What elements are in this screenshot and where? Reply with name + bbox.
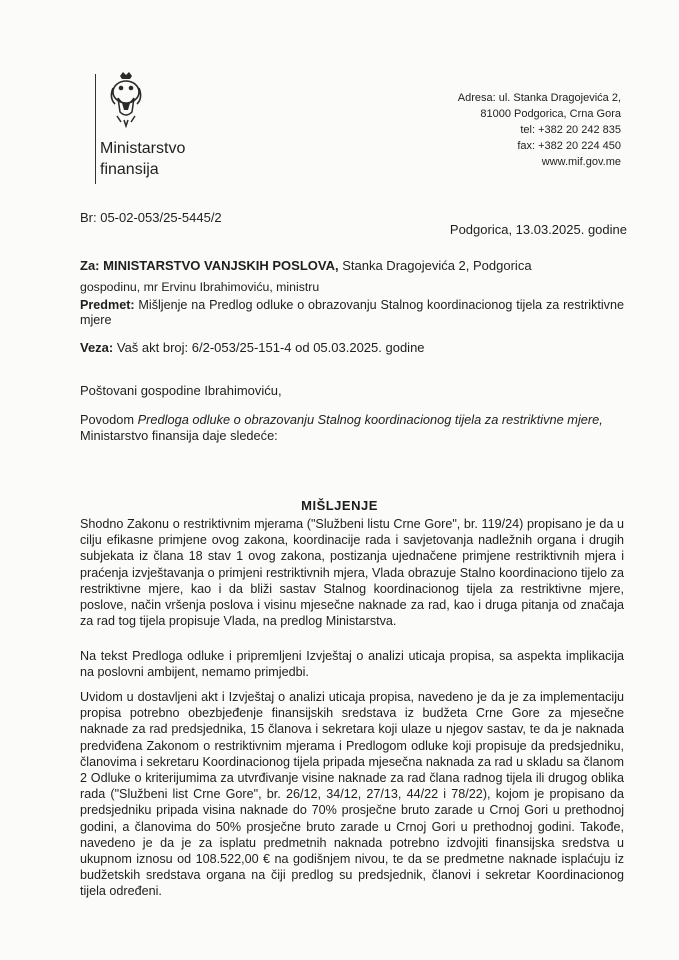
paragraph-3: Uvidom u dostavljeni akt i Izvještaj o analizi uticaja propisa, navedeno je da je za implementaciju propisa potrebno obezbjeđenje finansijskih sredstava iz budžeta Crne Gore za mjesečne naknade za rad predsjednika, 15 članova i sekretara koji ulaze u njegov sastav, te da je naknada predviđena Zakonom o restriktivnim mjerama i Predlogom odluke koji propisuje da predsjedniku, članovima i sekretaru Koordinacionog tijela pripada mjesečna naknada za rad u skladu sa članom 2 Odluke o kriterijumima za utvrđivanje visine naknade za rad člana radnog tijela ili drugog oblika rada ("Službeni list Crne Gore", br. 26/12, 34/12, 27/13, 44/22 i 78/22), kojom je propisano da predsjedniku pripada visina naknade do 70% prosječne bruto zarade u Crnoj Gori u prethodnoj godini, a članovima do 50% prosječne bruto zarade u Crnoj Gori u prethodnoj godini. Takođe, navedeno je da je za isplatu predmetnih naknada potrebno izdvojiti finansijska sredstva u ukupnom iznosu od 108.522,00 € na godišnjem nivou, te da se predmetne naknade isplaćuju iz budžetskih sredstava organa na čiji predlog su predsjednik, članovi i sekretar Koordinacionog tijela određeni. [80,690,624,899]
salutation: Poštovani gospodine Ibrahimoviću, [80,383,282,398]
address-city: 81000 Podgorica, Crna Gora [480,108,621,120]
reference-text: Vaš akt broj: 6/2-053/25-151-4 od 05.03.2025. godine [116,340,425,355]
intro-paragraph [80,412,628,444]
intro-italic: Predloga odluke o obrazovanju Stalnog koordinacionog tijela za restriktivne mjere, [137,412,603,427]
address-fax: fax: +382 20 224 450 [517,140,621,152]
subject-text: Mišljenje na Predlog odluke o obrazovanju Stalnog koordinacionog tijela za restriktivne mjere [80,298,624,327]
place-date: Podgorica, 13.03.2025. godine [449,222,627,237]
address-web: www.mif.gov.me [541,156,621,168]
recipient-line [80,258,640,274]
reference-number: Br: 05-02-053/25-5445/2 [80,210,222,225]
recipient-name: MINISTARSTVO VANJSKIH POSLOVA, [103,258,339,273]
intro-before: Povodom [80,412,135,427]
paragraph-1: Shodno Zakonu o restriktivnim mjerama ("Službeni listu Crne Gore", br. 119/24) propisano je da u cilju efikasne primjene ovog zakona, koordinacije rada i savjetovanja nadležnih organa i drugih subjekata iz člana 18 stav 1 ovog zakona, postizanja ujednačene primjene restriktivnih mjera i praćenja izvještavanja o primjeni restriktivnih mjera, Vlada obrazuje Stalno koordinaciono tijelo za restriktivne mjere, kao i da bliži sastav Stalnog koordinacionog tijela za restriktivne mjere, poslove, način vršenja poslova i visinu mjesečne naknade za rad, kao i druga pitanja od značaja za rad tog tijela propisuje Vlada, na predlog Ministarstva. [80,517,624,629]
intro-after: Ministarstvo finansija daje sledeće: [80,428,278,443]
ministry-line-2: finansija [100,161,159,178]
reference-line [80,340,425,356]
recipient-person: gospodinu, mr Ervinu Ibrahimoviću, ministru [80,280,320,294]
paragraph-2: Na tekst Predloga odluke i pripremljeni Izvještaj o analizi uticaja propisa, sa aspekta implikacija na poslovni ambijent, nemamo primjedbi. [80,649,624,680]
subject [80,298,624,328]
coat-of-arms-icon [107,70,145,128]
address-block [458,90,621,170]
subject-label: Predmet: [80,298,135,312]
address-tel: tel: +382 20 242 835 [520,124,621,136]
recipient-address: Stanka Dragojevića 2, Podgorica [342,258,532,273]
ministry-name [100,138,185,180]
reference-label: Veza: [80,340,114,355]
opinion-heading: MIŠLJENJE [301,498,378,513]
ministry-line-1: Ministarstvo [100,140,186,157]
header-divider [95,74,96,184]
recipient-label: Za: [80,258,100,273]
address-street: Adresa: ul. Stanka Dragojevića 2, [457,92,621,104]
